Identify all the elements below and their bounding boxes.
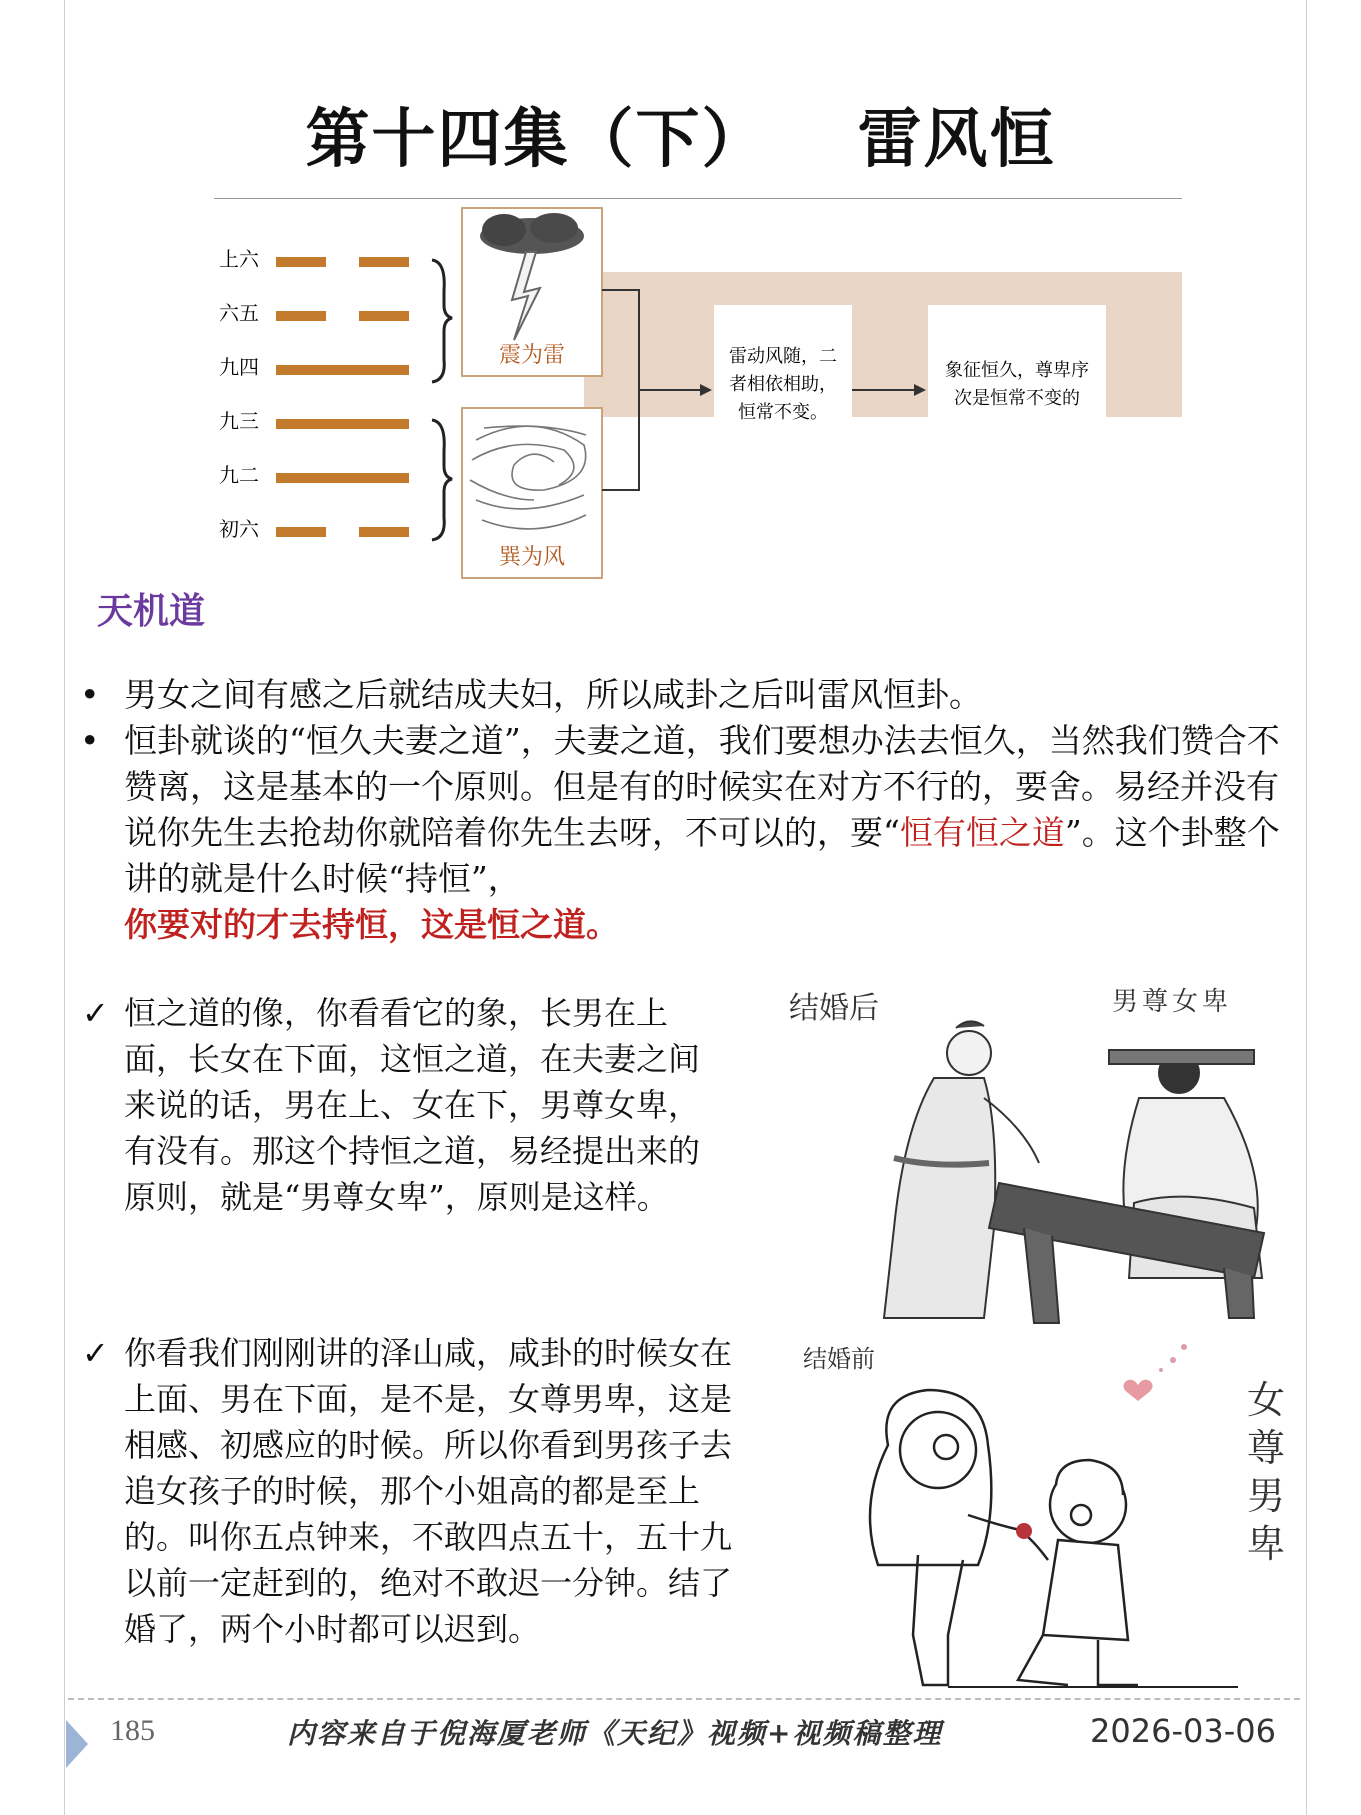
footer-source: 内容来自于倪海厦老师《天纪》视频+视频稿整理: [287, 1717, 943, 1750]
frame-left-border: [64, 0, 65, 1815]
box-1-line-1: 雷动风随，二: [729, 346, 837, 367]
lower-caption: 巽为风: [498, 545, 566, 570]
yao-yin-1a: [276, 257, 326, 267]
check-item-1: ✓ 恒之道的像，你看看它的象，长男在上面，长女在下面，这恒之道，在夫妻之间来说的话，男在上、女在下，男尊女卑，有没有。那这个持恒之道，易经提出来的原则，就是“男尊女卑”，原则是这样。: [124, 990, 724, 1220]
img2-vertical-2: 尊: [1246, 1426, 1286, 1470]
bullet-item-2: • 恒卦就谈的“恒久夫妻之道”，夫妻之道，我们要想办法去恒久，当然我们赞合不赞离，这是基本的一个原则。但是有的时候实在对方不行的，要舍。易经并没有说你先生去抢劫你就陪着你先生去呀，不可以的，要“恒有恒之道”。这个卦整个讲的就是什么时候“持恒”， 你要对的才去持恒，这是恒之道。: [80, 718, 1280, 948]
footer-arrow-icon: [66, 1720, 88, 1768]
yao-yin-1b: [359, 257, 409, 267]
yao-yang-3: [276, 365, 409, 375]
heart-icon: [1123, 1344, 1187, 1401]
box-2-line-1: 象征恒久，尊卑序: [945, 360, 1089, 381]
line-label-3: 九四: [219, 355, 259, 379]
bullet-item-1: • 男女之间有感之后就结成夫妇，所以咸卦之后叫雷风恒卦。: [80, 672, 1280, 718]
img1-label-right: 男尊女卑: [1112, 987, 1233, 1017]
footer-date: 2026-03-06: [1090, 1712, 1276, 1750]
after-marriage-illustration: [784, 978, 1304, 1328]
highlight-red: 恒有恒之道: [899, 813, 1065, 852]
frame-right-border: [1306, 0, 1307, 1815]
section-label: 天机道: [97, 590, 206, 632]
img2-label-top: 结婚前: [803, 1345, 875, 1373]
lower-brace: [432, 420, 452, 540]
bullet-list: [80, 672, 1280, 948]
upper-caption: 震为雷: [498, 343, 566, 368]
yao-yin-2b: [359, 311, 409, 321]
img2-vertical-4: 卑: [1246, 1522, 1286, 1566]
bullet-dot: •: [80, 721, 100, 760]
line-label-5: 九二: [219, 463, 259, 487]
box-1-line-2: 者相依相助，: [729, 374, 837, 395]
box-2-line-2: 次是恒常不变的: [954, 388, 1080, 409]
check-icon: ✓: [82, 1334, 109, 1372]
rose-icon: [1016, 1523, 1032, 1539]
yao-yin-6a: [276, 527, 326, 537]
yao-yang-4: [276, 419, 409, 429]
yao-yin-2a: [276, 311, 326, 321]
line-label-1: 上六: [219, 247, 259, 271]
girl-figure: [870, 1390, 1020, 1685]
boy-figure: [1018, 1460, 1138, 1685]
title-rule: [214, 198, 1182, 199]
upper-brace: [432, 260, 452, 382]
bullet-dot: •: [80, 675, 100, 714]
page-title: 第十四集（下） 雷风恒: [305, 102, 1056, 177]
img1-label-left: 结婚后: [789, 991, 879, 1026]
box-1-line-3: 恒常不变。: [738, 402, 828, 423]
img2-vertical-3: 男: [1246, 1474, 1286, 1518]
footer-divider: [68, 1698, 1300, 1700]
check-item-2: ✓ 你看我们刚刚讲的泽山咸，咸卦的时候女在上面、男在下面，是不是，女尊男卑，这是相感、初感应的时候。所以你看到男孩子去追女孩子的时候，那个小姐高的都是至上的。叫你五点钟来，不敢四点五十，五十九以前一定赶到的，绝对不敢迟一分钟。结了婚了，两个小时都可以迟到。: [124, 1330, 752, 1652]
img2-vertical-1: 女: [1246, 1378, 1286, 1422]
line-label-4: 九三: [219, 409, 259, 433]
yao-yin-6b: [359, 527, 409, 537]
before-marriage-illustration: [798, 1335, 1300, 1695]
line-label-6: 初六: [219, 517, 259, 541]
line-label-2: 六五: [219, 301, 259, 325]
check-icon: ✓: [82, 994, 109, 1032]
yao-yang-5: [276, 473, 409, 483]
man-figure: [884, 1021, 1039, 1318]
hexagram-diagram: [214, 200, 1184, 595]
page-number: 185: [110, 1714, 155, 1747]
highlight-bold-red: 你要对的才去持恒，这是恒之道。: [124, 905, 619, 944]
